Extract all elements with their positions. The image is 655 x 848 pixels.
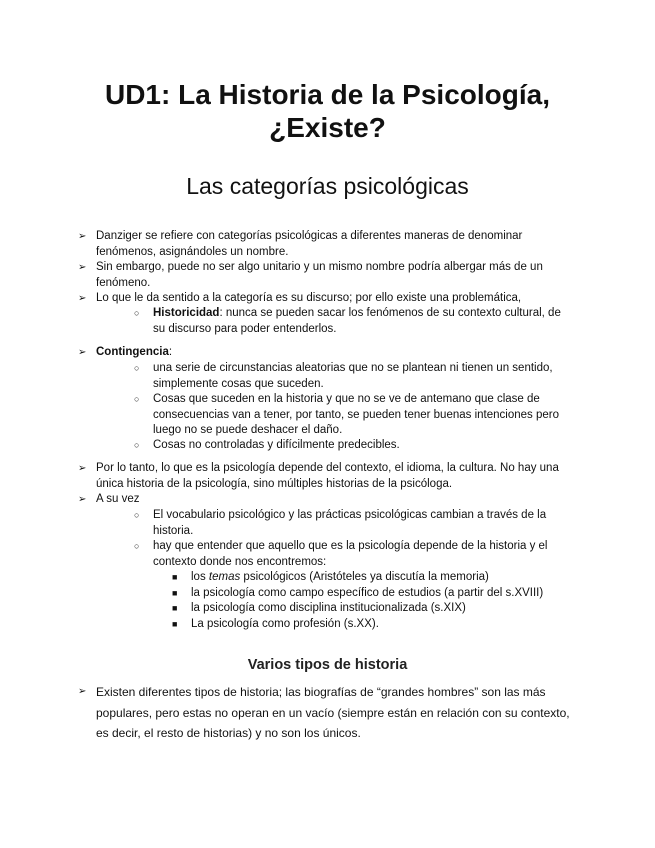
- term-historicidad: Historicidad: [153, 307, 220, 319]
- list-item: [153, 306, 573, 337]
- list-item: Cosas que suceden en la historia y que no se ve de antemano que clase de consecuencias van a tener, por tanto, se pueden tener buenas intenciones pero luego no se puede deshacer el daño.: [153, 393, 559, 437]
- list-item-text: : nunca se pueden sacar los fenómenos de su contexto cultural, de su discurso para poder entenderlos.: [153, 307, 561, 335]
- document-title-line-1: UD1: La Historia de la Psicología,: [104, 79, 550, 110]
- document-title-line-2: ¿Existe?: [269, 112, 386, 143]
- list-item: una serie de circunstancias aleatorias que no se plantean ni tienen un sentido, simplemente cosas que suceden.: [153, 362, 553, 390]
- square-bullet-icon: ■: [172, 572, 178, 582]
- arrow-bullet-icon: ➢: [78, 686, 87, 697]
- square-bullet-icon: ■: [172, 619, 178, 629]
- emphasis-temas: temas: [208, 571, 241, 583]
- list-item: Existen diferentes tipos de historia; las biografías de “grandes hombres” son las más populares, pero estas no operan en un vacío (siempre están en relación con su contexto, es decir, el resto de historias) y no son los únicos.: [96, 685, 570, 740]
- term-contingencia: Contingencia: [96, 346, 169, 358]
- square-bullet-icon: ■: [172, 588, 178, 598]
- circle-bullet-icon: ○: [134, 510, 140, 520]
- list-item: la psicología como campo específico de estudios (a partir del s.XVIII): [191, 587, 544, 599]
- circle-bullet-icon: ○: [134, 394, 140, 404]
- list-item: El vocabulario psicológico y las prácticas psicológicas cambian a través de la historia.: [153, 509, 547, 537]
- arrow-bullet-icon: ➢: [78, 347, 87, 358]
- list-item: A su vez: [96, 493, 140, 505]
- list-item: Cosas no controladas y difícilmente predecibles.: [153, 439, 400, 451]
- circle-bullet-icon: ○: [134, 363, 140, 373]
- document-title: [0, 78, 655, 144]
- list-item: Por lo tanto, lo que es la psicología depende del contexto, el idioma, la cultura. No hay una única historia de la psicología, sino múltiples historias de la psicóloga.: [96, 462, 559, 490]
- list-item: Sin embargo, puede no ser algo unitario y un mismo nombre podría albergar más de un fenómeno.: [96, 261, 543, 289]
- list-item: La psicología como profesión (s.XX).: [191, 618, 379, 630]
- square-bullet-icon: ■: [172, 603, 178, 613]
- circle-bullet-icon: ○: [134, 440, 140, 450]
- list-item: [191, 570, 571, 586]
- list-item: Danziger se refiere con categorías psicológicas a diferentes maneras de denominar fenómenos, asignándoles un nombre.: [96, 230, 523, 258]
- list-item: la psicología como disciplina institucionalizada (s.XIX): [191, 602, 466, 614]
- list-item-text: los: [191, 571, 209, 583]
- arrow-bullet-icon: ➢: [78, 494, 87, 505]
- arrow-bullet-icon: ➢: [78, 262, 87, 273]
- circle-bullet-icon: ○: [134, 308, 140, 318]
- circle-bullet-icon: ○: [134, 541, 140, 551]
- list-item-text: psicológicos (Aristóteles ya discutía la memoria): [240, 571, 489, 583]
- arrow-bullet-icon: ➢: [78, 463, 87, 474]
- section-heading-categorias: Las categorías psicológicas: [186, 173, 469, 199]
- section-heading-tipos-historia: Varios tipos de historia: [247, 657, 408, 673]
- arrow-bullet-icon: ➢: [78, 293, 87, 304]
- list-item-text: :: [168, 346, 173, 358]
- list-item: [96, 345, 554, 361]
- arrow-bullet-icon: ➢: [78, 231, 87, 242]
- list-item: Lo que le da sentido a la categoría es su discurso; por ello existe una problemática,: [96, 292, 522, 304]
- list-item: hay que entender que aquello que es la psicología depende de la historia y el contexto donde nos encontremos:: [153, 540, 548, 568]
